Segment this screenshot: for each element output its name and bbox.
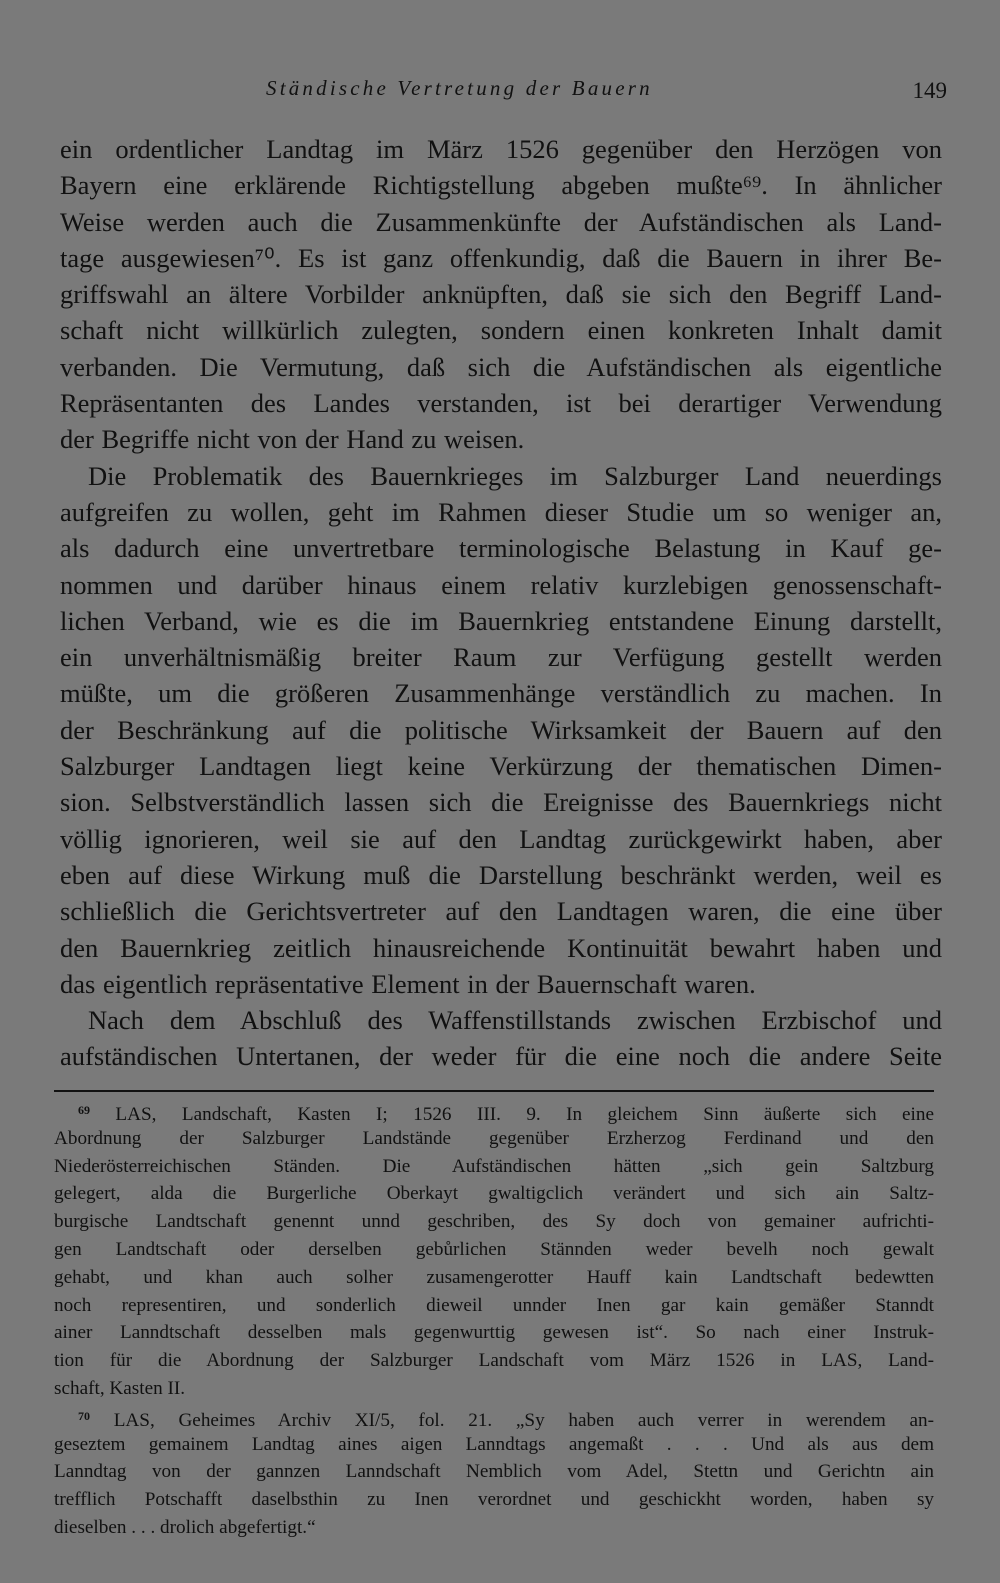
text-line: Repräsentanten des Landes verstanden, ist bei derartiger Verwendung <box>60 388 942 419</box>
text-line: als dadurch eine unvertretbare terminologische Belastung in Kauf ge- <box>60 533 942 564</box>
text-line: den Bauernkrieg zeitlich hinausreichende Kontinuität bewahrt haben und <box>60 932 942 963</box>
text-line: ein ordentlicher Landtag im März 1526 gegenüber den Herzögen von <box>60 134 942 164</box>
text-line: müßte, um die größeren Zusammenhänge verständlich zu machen. In <box>60 678 942 709</box>
footnote-line <box>54 1403 934 1431</box>
footnote-text: LAS, Landschaft, Kasten I; 1526 III. 9. In gleichem Sinn äußerte sich eine <box>115 1104 934 1125</box>
footnote-line: trefflich Potschafft daselbsthin zu Inen verordnet und geschickht worden, haben sy <box>54 1489 934 1511</box>
page-header <box>0 76 1000 116</box>
footnote-line <box>54 1097 934 1125</box>
text-line: völlig ignorieren, weil sie auf den Landtag zurückgewirkt haben, aber <box>60 823 942 854</box>
footnote-line: tion für die Abordnung der Salzburger Landschaft vom März 1526 in LAS, Land- <box>54 1350 934 1372</box>
footnote-line: noch representiren, und sonderlich dieweil unnder Inen gar kain gemäßer Stanndt <box>54 1294 934 1316</box>
footnote-line: gehabt, und khan auch solher zusamengerotter Hauff kain Landtschaft bedewtten <box>54 1266 934 1288</box>
text-line: tage ausgewiesen⁷⁰. Es ist ganz offenkundig, daß die Bauern in ihrer Be- <box>60 242 942 273</box>
text-line: lichen Verband, wie es die im Bauernkrieg entstandene Einung darstellt, <box>60 605 942 636</box>
main-text <box>60 131 942 1075</box>
footnote-line: schaft, Kasten II. <box>54 1377 186 1399</box>
text-line: Nach dem Abschluß des Waffenstillstands zwischen Erzbischof und <box>88 1005 942 1036</box>
text-line: schließlich die Gerichtsvertreter auf den Landtagen waren, die eine über <box>60 896 942 927</box>
footnotes <box>54 1097 934 1542</box>
text-line: nommen und darüber hinaus einem relativ kurzlebigen genossenschaft- <box>60 569 942 600</box>
footnote-line: Abordnung der Salzburger Landstände gegenüber Erzherzog Ferdinand und den <box>54 1127 934 1149</box>
footnote-line: gen Landtschaft oder derselben gebůrlichen Stännden weder bevelh noch gewalt <box>54 1238 934 1260</box>
footnote-divider <box>54 1090 934 1092</box>
text-line: Bayern eine erklärende Richtigstellung abgeben mußte⁶⁹. In ähnlicher <box>60 170 942 201</box>
text-line: der Begriffe nicht von der Hand zu weisen. <box>60 424 525 455</box>
text-line: sion. Selbstverständlich lassen sich die Ereignisse des Bauernkriegs nicht <box>60 787 942 818</box>
footnote-marker: 69 <box>78 1103 90 1117</box>
footnote-line: geseztem gemainem Landtag aines aigen Lanndtags angemaßt . . . Und als aus dem <box>54 1433 934 1455</box>
text-line: Salzburger Landtagen liegt keine Verkürzung der thematischen Dimen- <box>60 751 942 782</box>
text-line: Weise werden auch die Zusammenkünfte der Aufständischen als Land- <box>60 206 942 237</box>
footnote-line: ainer Lanndtschaft desselben mals gegenwurttig gewesen ist“. So nach einer Instruk- <box>54 1322 934 1344</box>
text-line: ein unverhältnismäßig breiter Raum zur Verfügung gestellt werden <box>60 642 942 673</box>
page-number: 149 <box>912 78 947 103</box>
footnote-line: gelegert, alda die Burgerliche Oberkayt gwaltigclich verändert und sich ain Saltz- <box>54 1183 934 1205</box>
text-line: verbanden. Die Vermutung, daß sich die Aufständischen als eigentliche <box>60 351 942 382</box>
running-title: Ständische Vertretung der Bauern <box>266 76 653 100</box>
text-line: das eigentlich repräsentative Element in der Bauernschaft waren. <box>60 968 756 999</box>
footnote-marker: 70 <box>78 1408 90 1423</box>
footnote-line: Niederösterreichischen Ständen. Die Aufständischen hätten „sich gein Saltzburg <box>54 1155 934 1177</box>
text-line: aufgreifen zu wollen, geht im Rahmen dieser Studie um so weniger an, <box>60 496 942 527</box>
text-line: der Beschränkung auf die politische Wirksamkeit der Bauern auf den <box>60 714 942 745</box>
text-line: aufständischen Untertanen, der weder für die eine noch die andere Seite <box>60 1041 942 1072</box>
text-line: griffswahl an ältere Vorbilder anknüpften, daß sie sich den Begriff Land- <box>60 279 942 310</box>
footnote-text: LAS, Geheimes Archiv XI/5, fol. 21. „Sy haben auch verrer in werendem an- <box>113 1409 935 1431</box>
footnote-line: Lanndtag von der gannzen Lanndschaft Nemblich vom Adel, Stettn und Gerichtn ain <box>54 1461 934 1483</box>
footnote-line: burgische Landtschaft genennt unnd geschriben, des Sy doch von gemainer aufrichti- <box>54 1211 934 1233</box>
text-line: Die Problematik des Bauernkrieges im Salzburger Land neuerdings <box>88 460 942 491</box>
text-line: eben auf diese Wirkung muß die Darstellung beschränkt werden, weil es <box>60 859 942 890</box>
text-line: schaft nicht willkürlich zulegten, sondern einen konkreten Inhalt damit <box>60 315 942 346</box>
footnote-line: dieselben . . . drolich abgefertigt.“ <box>54 1516 316 1538</box>
